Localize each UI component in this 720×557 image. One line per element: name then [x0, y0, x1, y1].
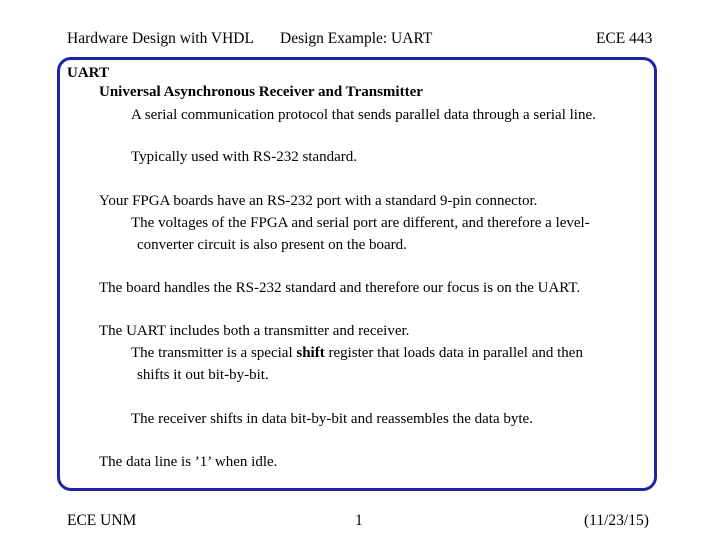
body-line-3: Your FPGA boards have an RS-232 port with a standard 9-pin connector. — [99, 193, 538, 209]
body-line-8 — [131, 344, 583, 362]
body-line-8-end: register that loads data in parallel and then — [324, 345, 583, 361]
body-line-8-emphasis: shift — [296, 345, 325, 361]
slide-title: UART — [67, 65, 109, 81]
body-line-11: The data line is ’1’ when idle. — [99, 454, 278, 470]
header-topic: Design Example: UART — [280, 30, 433, 47]
body-line-9: shifts it out bit-by-bit. — [137, 367, 269, 383]
body-line-2: Typically used with RS-232 standard. — [131, 149, 358, 165]
footer-org: ECE UNM — [67, 512, 137, 529]
footer-date: (11/23/15) — [584, 512, 649, 529]
body-line-1: A serial communication protocol that sends parallel data through a serial line. — [131, 107, 596, 123]
body-line-8-start: The transmitter is a special — [131, 345, 297, 361]
body-line-4: The voltages of the FPGA and serial port are different, and therefore a level- — [131, 215, 590, 231]
header-course-code: ECE 443 — [596, 30, 653, 47]
body-line-10: The receiver shifts in data bit-by-bit and reassembles the data byte. — [131, 411, 533, 427]
header-course: Hardware Design with VHDL — [67, 30, 254, 47]
slide-subtitle: Universal Asynchronous Receiver and Transmitter — [99, 84, 423, 100]
body-line-7: The UART includes both a transmitter and receiver. — [99, 323, 410, 339]
page-number: 1 — [355, 512, 363, 529]
body-line-5: converter circuit is also present on the board. — [137, 237, 407, 253]
body-line-6: The board handles the RS-232 standard and therefore our focus is on the UART. — [99, 280, 581, 296]
